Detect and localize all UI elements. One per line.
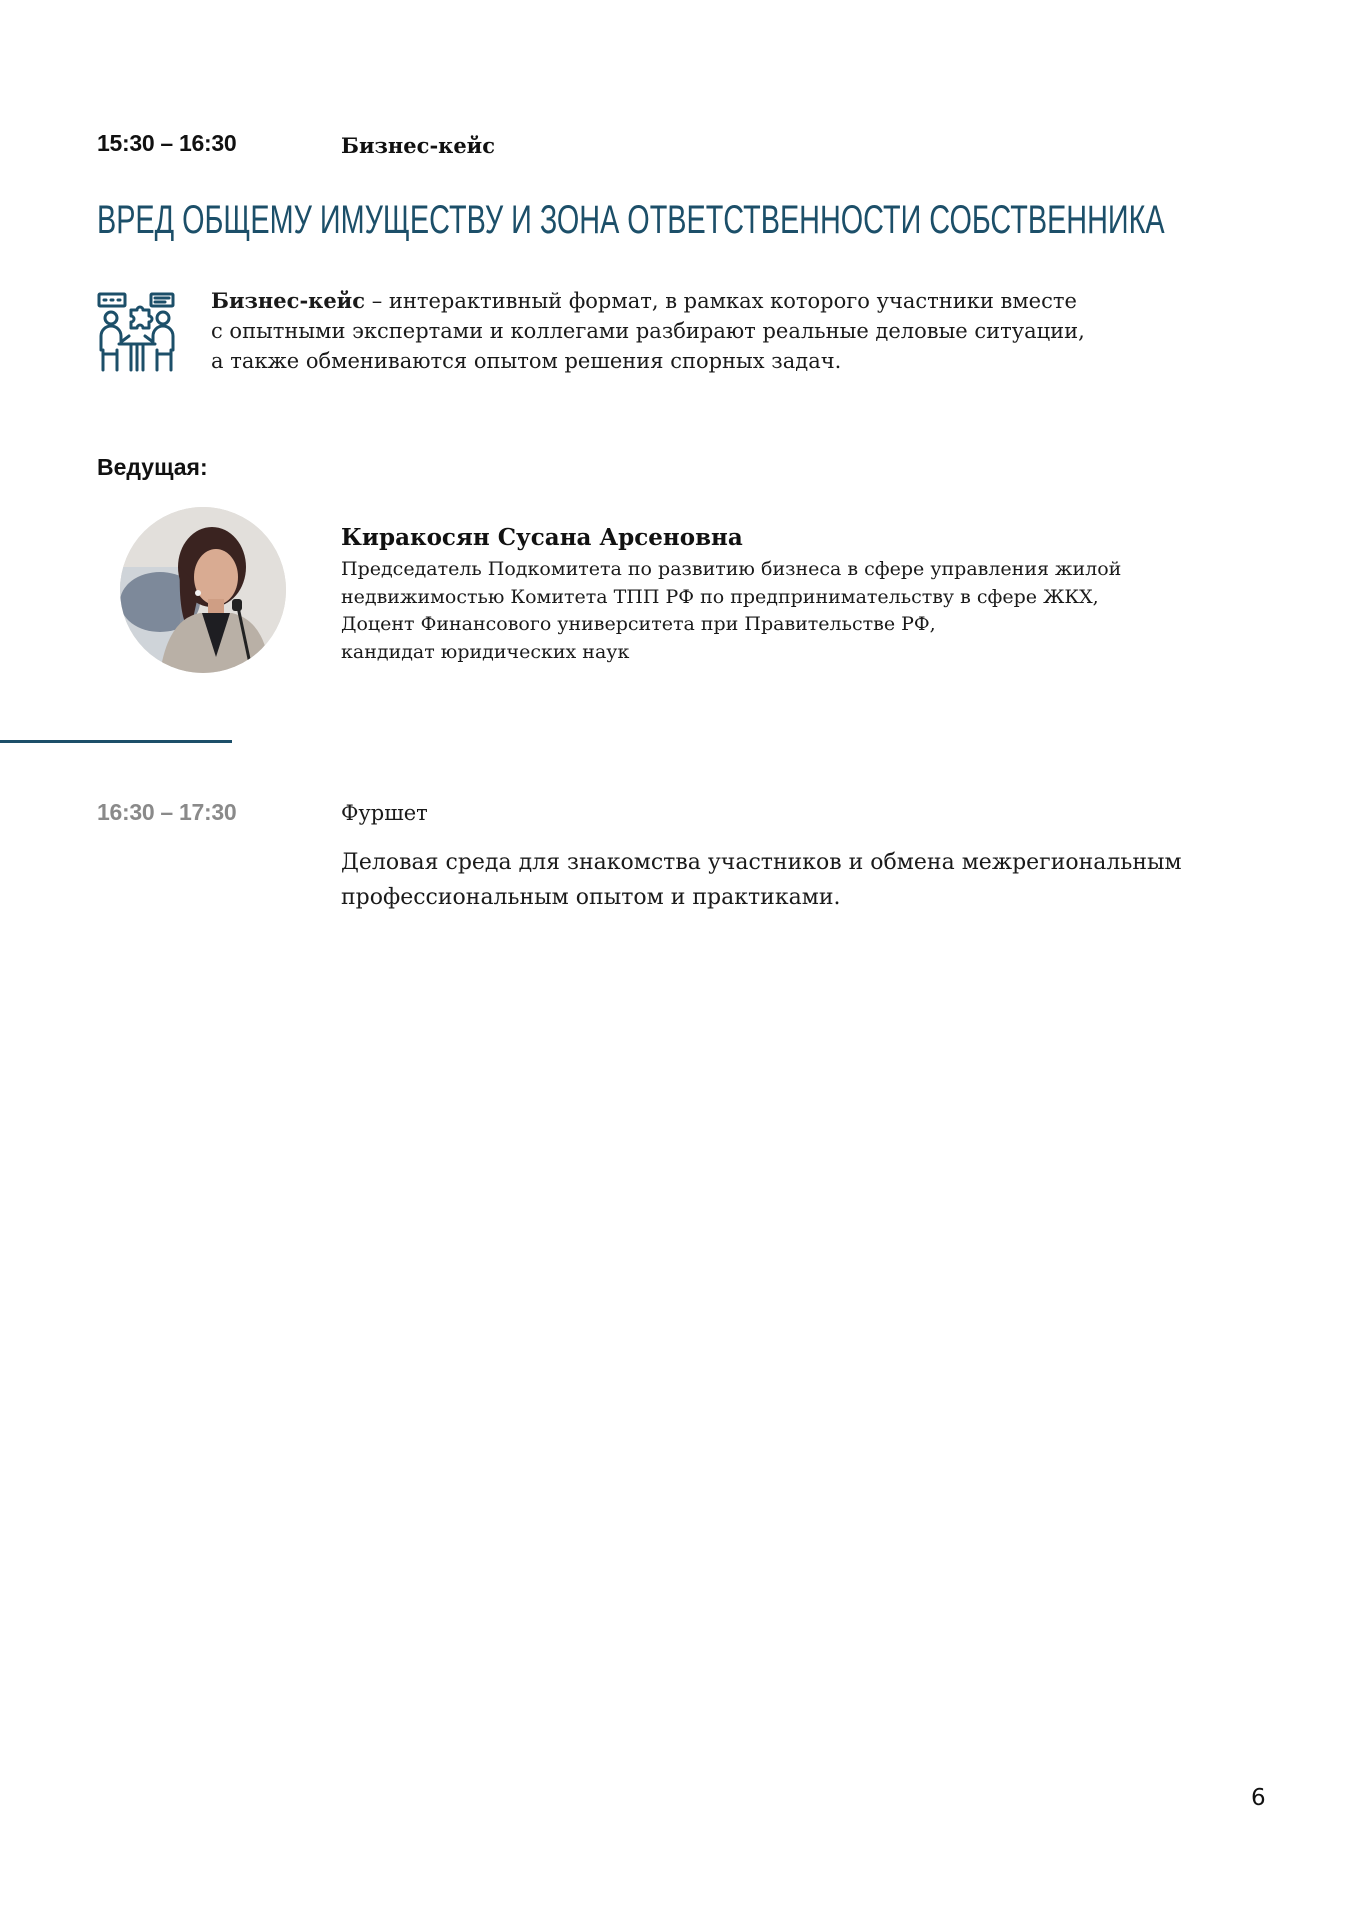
session-2-description-line: Деловая среда для знакомства участников и обмена межрегиональным (341, 850, 1182, 875)
speaker-role-line: недвижимостью Комитета ТПП РФ по предпринимательству в сфере ЖКХ, (341, 585, 1099, 608)
section-divider (0, 740, 232, 743)
host-label: Ведущая: (97, 454, 208, 480)
speaker-role-line: Доцент Финансового университета при Правительстве РФ, (341, 613, 936, 635)
session-2-description-line: профессиональным опытом и практиками. (341, 885, 841, 910)
session-1-title: ВРЕД ОБЩЕМУ ИМУЩЕСТВУ И ЗОНА ОТВЕТСТВЕННОСТИ СОБСТВЕННИКА (97, 198, 1165, 242)
session-2-format: Фуршет (341, 801, 428, 825)
session-1-description (211, 286, 1191, 376)
speaker-role-line: Председатель Подкомитета по развитию бизнеса в сфере управления жилой (341, 558, 1122, 580)
session-2-description (341, 845, 1301, 915)
business-case-meeting-icon (97, 292, 177, 372)
session-1-format: Бизнес-кейс (341, 133, 496, 158)
description-line: а также обмениваются опытом решения спорных задач. (211, 349, 842, 373)
speaker-avatar (120, 507, 286, 673)
description-line: – интерактивный формат, в рамках которого участники вместе (365, 289, 1077, 313)
speaker-role (341, 556, 1241, 666)
speaker-role-line: кандидат юридических наук (341, 640, 630, 663)
session-1-time: 15:30 – 16:30 (97, 130, 237, 156)
description-line: с опытными экспертами и коллегами разбирают реальные деловые ситуации, (211, 319, 1085, 343)
description-bold-term: Бизнес-кейс (211, 288, 366, 313)
session-2-time: 16:30 – 17:30 (97, 799, 237, 825)
speaker-name: Киракосян Сусана Арсеновна (341, 524, 743, 551)
page-number: 6 (1251, 1785, 1266, 1811)
